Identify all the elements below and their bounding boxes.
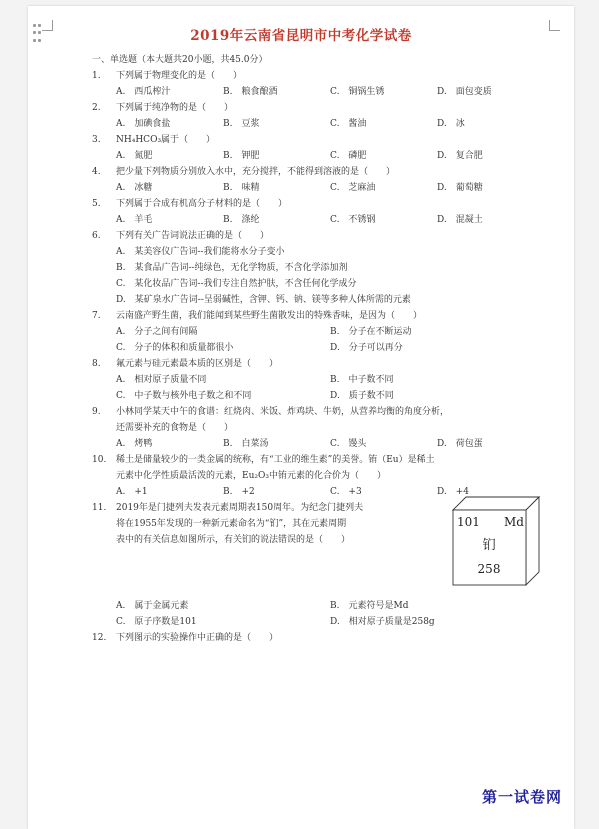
option-a: A. 加碘食盐 <box>116 119 171 129</box>
question-4 <box>92 164 544 196</box>
option-c: C. +3 <box>330 487 362 497</box>
question-3 <box>92 132 544 164</box>
option-a: A. 某美容仪广告词--我们能将水分子变小 <box>116 247 285 257</box>
option-c: C. 酱油 <box>330 119 367 129</box>
tile-top-face <box>453 497 539 510</box>
option-b: B. 白菜汤 <box>223 439 269 449</box>
option-c: C. 某化妆品广告词--我们专注自然护肤，不含任何化学成分 <box>116 279 357 289</box>
question-stem-cont: 元素中化学性质最活泼的元素，Eu₂O₃中铕元素的化合价为（ ） <box>116 471 386 481</box>
question-stem: 下列属于物理变化的是（ ） <box>116 71 243 81</box>
option-d: D. 葡萄糖 <box>437 183 483 193</box>
element-mass: 258 <box>477 562 501 576</box>
question-number: 8. <box>92 359 101 369</box>
option-c: C. 馒头 <box>330 439 367 449</box>
question-number: 2. <box>92 103 101 113</box>
option-b: B. 中子数不同 <box>330 375 394 385</box>
question-stem: 把少量下列物质分别放入水中，充分搅拌，不能得到溶液的是（ ） <box>116 167 396 177</box>
option-b: B. 元素符号是Md <box>330 601 409 611</box>
option-c: C. 分子的体积和质量都很小 <box>116 343 234 353</box>
option-d: D. 面包变质 <box>437 87 492 97</box>
options-row <box>116 388 544 404</box>
option-c: C. 不锈钢 <box>330 215 376 225</box>
site-logo: 第一试卷网 <box>481 788 562 806</box>
option-a: A. 属于金属元素 <box>116 601 189 611</box>
option-b: B. 豆浆 <box>223 119 260 129</box>
option-c: C. 磷肥 <box>330 151 367 161</box>
option-d: D. +4 <box>437 487 470 497</box>
option-d: D. 相对原子质量是258g <box>330 617 435 627</box>
question-stem: 下列有关广告词说法正确的是（ ） <box>116 231 270 241</box>
question-stem: 下列属于纯净物的是（ ） <box>116 103 234 113</box>
question-7 <box>92 308 544 356</box>
option-d: D. 分子可以再分 <box>330 343 403 353</box>
option-b: B. 粮食酿酒 <box>223 87 278 97</box>
question-9 <box>92 404 544 452</box>
option-b: B. 分子在不断运动 <box>330 327 412 337</box>
question-number: 11. <box>92 503 107 513</box>
exam-title: 2019年云南省昆明市中考化学试卷 <box>190 28 412 44</box>
options-row <box>116 84 544 100</box>
question-stem-cont: 表中的有关信息如图所示，有关钔的说法错误的是（ ） <box>116 535 351 545</box>
question-1 <box>92 68 544 100</box>
question-stem: 小林同学某天中午的食谱：红烧肉、米饭、炸鸡块、牛奶，从营养均衡的角度分析， <box>116 407 450 417</box>
options-row <box>116 340 544 356</box>
options-row <box>116 436 544 452</box>
option-a: A. 氮肥 <box>116 151 153 161</box>
option-a: A. 烤鸭 <box>116 439 153 449</box>
option-b: B. 钾肥 <box>223 151 260 161</box>
option-c: C. 芝麻油 <box>330 183 376 193</box>
page-footer <box>228 823 388 827</box>
question-10 <box>92 452 544 500</box>
question-8 <box>92 356 544 404</box>
option-b: B. 涤纶 <box>223 215 260 225</box>
option-a: A. 西瓜榨汁 <box>116 87 171 97</box>
options-row <box>116 324 544 340</box>
options-row <box>116 598 544 614</box>
option-a: A. 相对原子质量不同 <box>116 375 207 385</box>
question-stem: 氟元素与硅元素最本质的区别是（ ） <box>116 359 279 369</box>
question-number: 6. <box>92 231 101 241</box>
option-d: D. 质子数不同 <box>330 391 394 401</box>
question-stem: 稀土是储量较少的一类金属的统称，有“工业的维生素”的美誉。铕（Eu）是稀土 <box>116 455 435 465</box>
option-d: D. 混凝土 <box>437 215 483 225</box>
element-number: 101 <box>457 515 480 529</box>
tile-side-face <box>526 497 539 585</box>
option-b: B. +2 <box>223 487 255 497</box>
document-page <box>28 6 574 829</box>
question-number: 9. <box>92 407 101 417</box>
option-d: D. 冰 <box>437 119 465 129</box>
option-d: D. 某矿泉水广告词--呈弱碱性，含钾、钙、钠、镁等多种人体所需的元素 <box>116 295 411 305</box>
question-stem: 2019年是门捷列夫发表元素周期表150周年。为纪念门捷列夫 <box>116 503 364 513</box>
options-row <box>116 116 544 132</box>
question-stem: 云南盛产野生菌，我们能闻到某些野生菌散发出的特殊香味，是因为（ ） <box>116 311 423 321</box>
question-2 <box>92 100 544 132</box>
question-6 <box>92 228 544 308</box>
question-number: 5. <box>92 199 101 209</box>
option-a: A. +1 <box>116 487 148 497</box>
option-d: D. 复合肥 <box>437 151 483 161</box>
question-5 <box>92 196 544 228</box>
option-c: C. 原子序数是101 <box>116 617 197 627</box>
question-number: 3. <box>92 135 101 145</box>
option-c: C. 铜锅生锈 <box>330 87 385 97</box>
option-c: C. 中子数与核外电子数之和不同 <box>116 391 252 401</box>
options-row <box>116 180 544 196</box>
option-a: A. 羊毛 <box>116 215 153 225</box>
section-heading: 一、单选题（本大题共20小题，共45.0分） <box>92 55 268 65</box>
options-row <box>116 614 544 630</box>
options-row <box>116 148 544 164</box>
question-number: 1. <box>92 71 101 81</box>
question-stem: 下列图示的实验操作中正确的是（ ） <box>116 633 279 643</box>
question-stem: 下列属于合成有机高分子材料的是（ ） <box>116 199 288 209</box>
option-d: D. 荷包蛋 <box>437 439 483 449</box>
element-tile-figure <box>452 496 540 586</box>
option-a: A. 分子之间有间隔 <box>116 327 198 337</box>
option-a: A. 冰糖 <box>116 183 153 193</box>
element-symbol: Md <box>504 515 524 529</box>
option-b: B. 味精 <box>223 183 260 193</box>
question-stem-cont: 还需要补充的食物是（ ） <box>116 423 234 433</box>
question-stem-cont: 将在1955年发现的一种新元素命名为“钔”，其在元素周期 <box>116 519 347 529</box>
question-11 <box>92 500 544 630</box>
option-b: B. 某食品广告词--纯绿色，无化学物质，不含化学添加剂 <box>116 263 348 273</box>
question-number: 4. <box>92 167 101 177</box>
question-stem: NH₄HCO₃属于（ ） <box>116 135 216 145</box>
options-row <box>116 372 544 388</box>
options-row <box>116 212 544 228</box>
exam-content <box>92 52 544 646</box>
element-name: 钔 <box>482 538 496 553</box>
question-number: 12. <box>92 633 107 643</box>
question-number: 10. <box>92 455 107 465</box>
question-12 <box>92 630 544 646</box>
question-number: 7. <box>92 311 101 321</box>
